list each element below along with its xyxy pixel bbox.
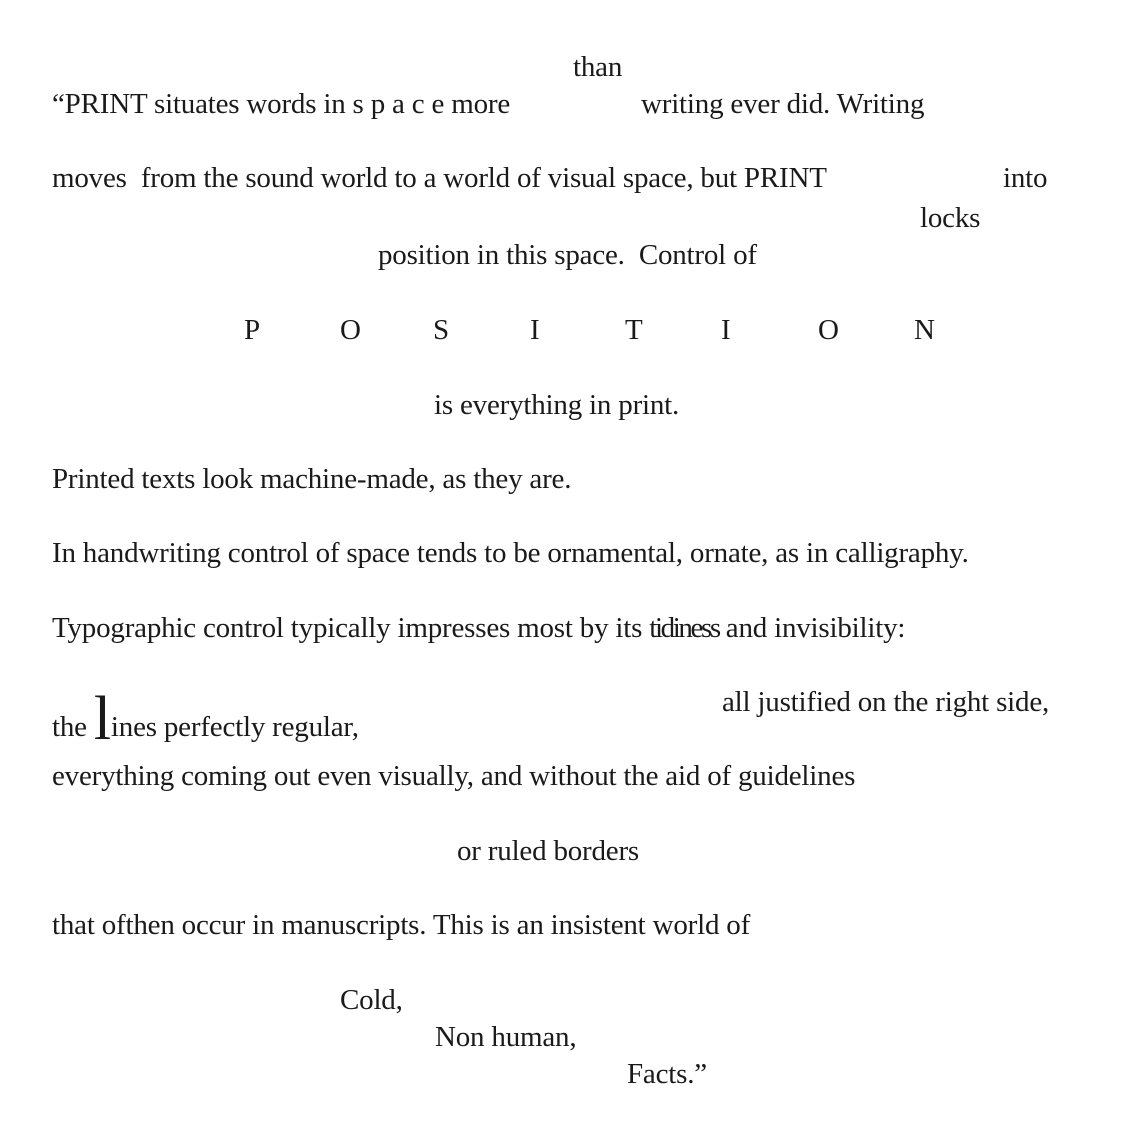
word-than: than	[573, 51, 623, 83]
position-letter-p: P	[244, 314, 261, 346]
line-10: or ruled borders	[457, 835, 640, 867]
big-letter-l: l	[93, 685, 111, 753]
word-the: the	[52, 711, 94, 743]
line-5: Printed texts look machine-made, as they are.	[52, 463, 572, 495]
line-8-rest: ines perfectly regular,	[110, 711, 359, 743]
word-facts: Facts.”	[627, 1058, 707, 1090]
line-3: position in this space. Control of	[378, 239, 757, 271]
word-non-human: Non human,	[435, 1021, 577, 1053]
position-letter-n: N	[914, 314, 935, 346]
word-cold: Cold,	[340, 984, 403, 1016]
line-8-end: all justified on the right side,	[722, 686, 1050, 718]
word-tidiness: tidiness	[649, 612, 719, 644]
line-1-start: “PRINT situates words in s p a c e more	[52, 88, 510, 120]
position-letter-o-2: O	[818, 314, 839, 346]
word-into: into	[1003, 162, 1048, 194]
word-locks: locks	[920, 202, 981, 234]
line-4: is everything in print.	[434, 389, 680, 421]
line-9: everything coming out even visually, and without the aid of guidelines	[52, 760, 856, 792]
line-1-end: writing ever did. Writing	[641, 88, 925, 120]
line-6: In handwriting control of space tends to be ornamental, ornate, as in calligraphy.	[52, 537, 969, 569]
position-letter-o: O	[340, 314, 361, 346]
position-letter-i-2: I	[721, 314, 731, 346]
line-11: that ofthen occur in manuscripts. This is an insistent world of	[52, 909, 751, 941]
line-7-start: Typographic control typically impresses most by its	[52, 612, 650, 644]
line-7	[52, 614, 905, 643]
position-letter-t: T	[625, 314, 643, 346]
line-2-start: moves from the sound world to a world of visual space, but PRINT	[52, 162, 827, 194]
position-letter-s: S	[433, 314, 450, 346]
line-8-start	[52, 685, 359, 753]
position-letter-i: I	[530, 314, 540, 346]
line-7-end: and invisibility:	[718, 612, 906, 644]
